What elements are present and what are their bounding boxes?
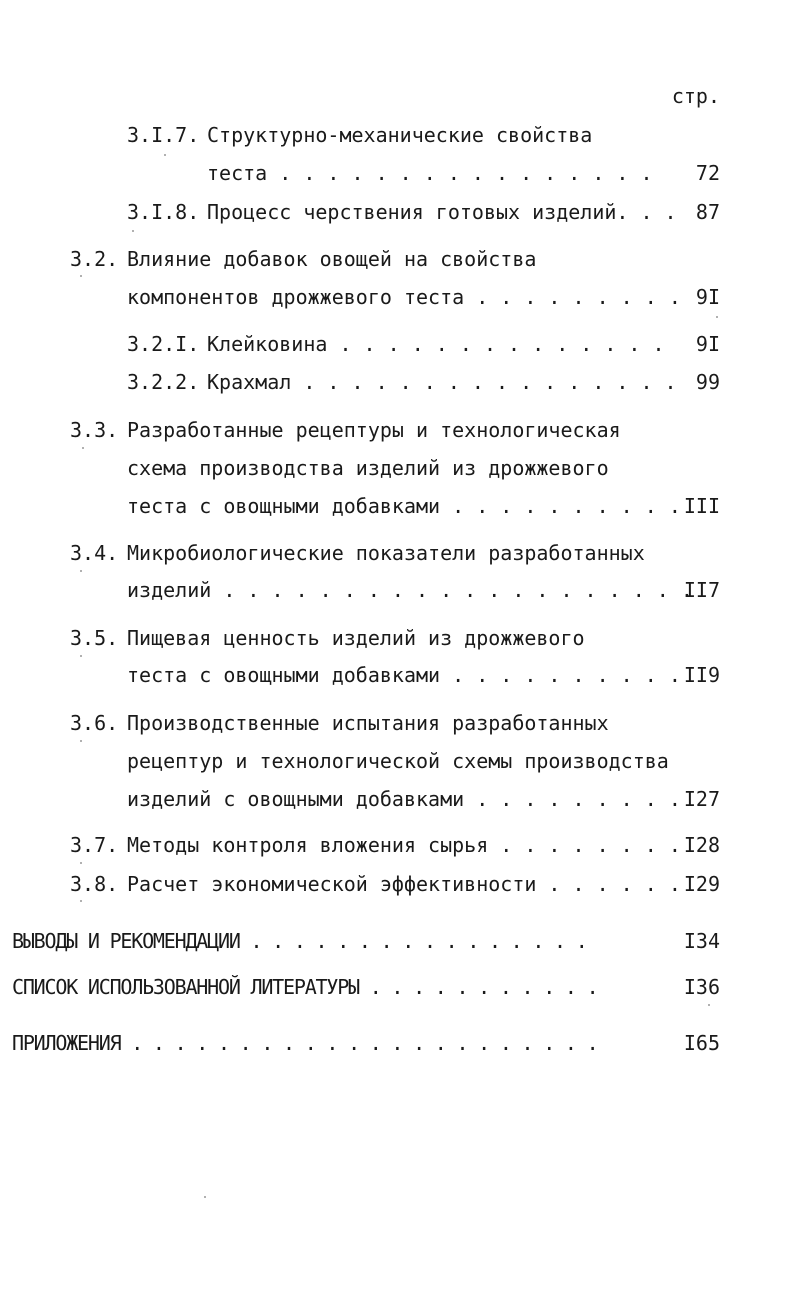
- scan-speck: [80, 900, 82, 902]
- entry-title-line: Расчет экономической эффективности . . . . . .: [127, 872, 681, 896]
- entry-title-line: Методы контроля вложения сырья . . . . . . . .: [127, 833, 681, 857]
- scan-speck: [80, 275, 82, 277]
- entry-page: 9I: [695, 285, 720, 309]
- entry-number: 3.7.: [70, 833, 119, 857]
- entry-title-line: схема производства изделий из дрожжевого: [127, 456, 609, 480]
- entry-title-line: Влияние добавок овощей на свойства: [127, 247, 537, 271]
- section-page: I34: [683, 929, 720, 953]
- scan-speck: [716, 316, 718, 318]
- entry-page: I28: [683, 833, 720, 857]
- section-page: I36: [683, 975, 720, 999]
- section-page: I65: [683, 1031, 720, 1055]
- scan-speck: [708, 1004, 710, 1006]
- entry-title-line: изделий с овощными добавками . . . . . . . . .: [127, 787, 681, 811]
- page-column-label: стр.: [671, 84, 720, 108]
- scan-speck: [80, 740, 82, 742]
- scan-speck: [82, 447, 84, 449]
- entry-page: I29: [683, 872, 720, 896]
- entry-page: II7: [683, 578, 720, 602]
- entry-number: 3.2.I.: [127, 332, 200, 356]
- entry-title-line: теста с овощными добавками . . . . . . . . . .: [127, 494, 681, 518]
- entry-number: 3.I.7.: [127, 123, 200, 147]
- scan-speck: [164, 154, 166, 156]
- entry-page: II9: [683, 663, 720, 687]
- scan-speck: [132, 230, 134, 232]
- entry-number: 3.4.: [70, 541, 119, 565]
- entry-page: III: [683, 494, 720, 518]
- entry-page: 72: [695, 161, 720, 185]
- section-title: ПРИЛОЖЕНИЯ . . . . . . . . . . . . . . . . . . . . . .: [12, 1031, 598, 1055]
- entry-title-line: Микробиологические показатели разработанных: [127, 541, 645, 565]
- entry-number: 3.8.: [70, 872, 119, 896]
- entry-page: I27: [683, 787, 720, 811]
- entry-number: 3.I.8.: [127, 200, 200, 224]
- entry-page: 87: [695, 200, 720, 224]
- entry-title-line: Процесс черствения готовых изделий. . .: [207, 200, 677, 224]
- entry-title-line: Пищевая ценность изделий из дрожжевого: [127, 626, 585, 650]
- entry-title-line: теста с овощными добавками . . . . . . . . . .: [127, 663, 681, 687]
- entry-title-line: Клейковина . . . . . . . . . . . . . .: [207, 332, 665, 356]
- entry-number: 3.3.: [70, 418, 119, 442]
- entry-title-line: теста . . . . . . . . . . . . . . . .: [207, 161, 653, 185]
- scan-speck: [80, 570, 82, 572]
- entry-number: 3.6.: [70, 711, 119, 735]
- scan-speck: [80, 862, 82, 864]
- section-title: СПИСОК ИСПОЛЬЗОВАННОЙ ЛИТЕРАТУРЫ . . . . . . . . . . .: [12, 975, 598, 999]
- entry-page: 9I: [695, 332, 720, 356]
- entry-title-line: изделий . . . . . . . . . . . . . . . . . . . .: [127, 578, 693, 602]
- entry-title-line: рецептур и технологической схемы производства: [127, 749, 669, 773]
- entry-page: 99: [695, 370, 720, 394]
- entry-title-line: Крахмал . . . . . . . . . . . . . . . .: [207, 370, 677, 394]
- entry-number: 3.2.2.: [127, 370, 200, 394]
- entry-title-line: Производственные испытания разработанных: [127, 711, 609, 735]
- scan-speck: [204, 1196, 206, 1198]
- section-title: ВЫВОДЫ И РЕКОМЕНДАЦИИ . . . . . . . . . . . . . . . .: [12, 929, 587, 953]
- entry-number: 3.2.: [70, 247, 119, 271]
- entry-title-line: компонентов дрожжевого теста . . . . . . . . .: [127, 285, 681, 309]
- entry-number: 3.5.: [70, 626, 119, 650]
- scan-speck: [80, 655, 82, 657]
- entry-title-line: Структурно-механические свойства: [207, 123, 593, 147]
- entry-title-line: Разработанные рецептуры и технологическая: [127, 418, 621, 442]
